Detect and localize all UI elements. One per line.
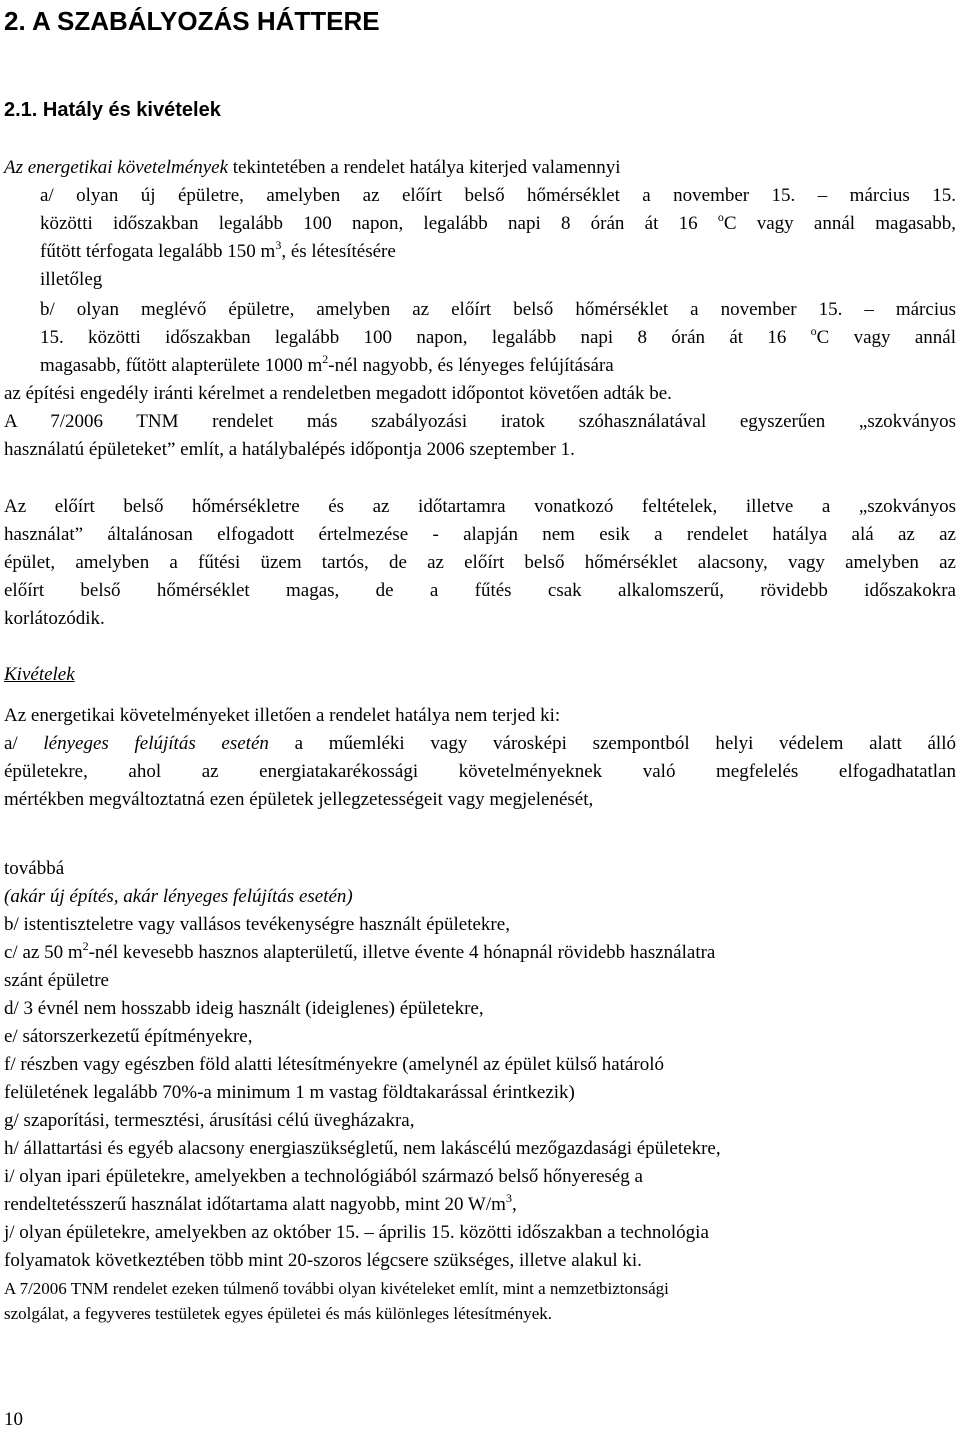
item-a-line-2: közötti időszakban legalább 100 napon, legalább napi 8 órán át 16 $^o$C vagy annál magasabb, [40, 210, 956, 234]
exception-e: e/ sátorszerkezetű építményekre, [4, 1026, 253, 1047]
exception-a-line-3: mértékben megváltoztatná ezen épületek jellegzetességeit vagy megjelenését, [4, 789, 594, 810]
item-b-line-1: b/ olyan meglévő épületre, amelyben az előírt belső hőmérséklet a november 15. – március [40, 299, 956, 320]
exception-a-line-2: épületekre, ahol az energiatakarékossági követelményeknek való megfelelés elfogadhatatlan [4, 761, 956, 782]
item-b-line-3: magasabb, fűtött alapterülete 1000 $m^2$-nél nagyobb, és lényeges felújítására [40, 352, 614, 376]
final-note-line-2: szolgálat, a fegyveres testületek egyes épületei és más különleges létesítmények. [4, 1304, 553, 1323]
tovabba-line: továbbá [4, 858, 65, 879]
akar-note: (akár új építés, akár lényeges felújítás esetén) [4, 886, 353, 907]
tnm-para-line-2: használatú épületeket” említ, a hatálybalépés időpontja 2006 szeptember 1. [4, 439, 575, 460]
intro-rest: tekintetében a rendelet hatálya kiterjed valamennyi [228, 157, 621, 178]
subsection-heading: 2.1. Hatály és kivételek [4, 99, 221, 121]
section-heading: 2. A SZABÁLYOZÁS HÁTTERE [4, 6, 380, 36]
permit-line: az építési engedély iránti kérelmet a rendeletben megadott időpontot követően adták be. [4, 383, 672, 404]
exception-f-line-2: felületének legalább 70%-a minimum 1 m vastag földtakarással érintkezik) [4, 1082, 575, 1103]
exception-j-line-1: j/ olyan épületekre, amelyekben az október 15. – április 15. közötti időszakban a technológia [4, 1222, 709, 1243]
exception-c-line-2: szánt épületre [4, 970, 109, 991]
item-a-line-3: fűtött térfogata legalább 150 $m^3$, és létesítésére [40, 238, 396, 262]
illetoleg-line: illetőleg [40, 269, 103, 290]
exception-i-line-1: i/ olyan ipari épületekre, amelyekben a technológiából származó belső hőnyereség a [4, 1166, 643, 1187]
exception-d: d/ 3 évnél nem hosszabb ideig használt (ideiglenes) épületekre, [4, 998, 484, 1019]
exception-b: b/ istentiszteletre vagy vallásos tevékenységre használt épületekre, [4, 914, 510, 935]
exception-f-line-1: f/ részben vagy egészben föld alatti létesítményekre (amelynél az épület külső határoló [4, 1054, 664, 1075]
exception-i-line-2: rendeltetésszerű használat időtartama alatt nagyobb, mint 20 $W/m^3$, [4, 1191, 517, 1215]
intro-italic-lead: Az energetikai követelmények [4, 157, 229, 178]
para2-line-1: Az előírt belső hőmérsékletre és az időtartamra vonatkozó feltételek, illetve a „szokványos [4, 496, 956, 517]
exceptions-title: Kivételek [4, 664, 75, 685]
para2-line-3: épület, amelyben a fűtési üzem tartós, de az előírt belső hőmérséklet alacsony, vagy amelyben az [4, 552, 956, 573]
final-note-line-1: A 7/2006 TNM rendelet ezeken túlmenő további olyan kivételeket említ, mint a nemzetbiztonsági [4, 1279, 669, 1298]
para2-line-5: korlátozódik. [4, 608, 105, 629]
intro-line [4, 156, 621, 180]
exception-g: g/ szaporítási, termesztési, árusítási célú üvegházakra, [4, 1110, 415, 1131]
page-number: 10 [4, 1409, 23, 1430]
exception-h: h/ állattartási és egyéb alacsony energiaszükségletű, nem lakáscélú mezőgazdasági épületekre, [4, 1138, 721, 1159]
tnm-para-line-1: A 7/2006 TNM rendelet más szabályozási iratok szóhasználatával egyszerűen „szokványos [4, 411, 956, 432]
para2-line-2: használat” általánosan elfogadott értelmezése - alapján nem esik a rendelet hatálya alá az az [4, 524, 956, 545]
para2-line-4: előírt belső hőmérséklet magas, de a fűtés csak alkalomszerű, rövidebb időszakokra [4, 580, 956, 601]
item-b-line-2: 15. közötti időszakban legalább 100 napon, legalább napi 8 órán át 16 $^o$C vagy annál [40, 324, 956, 348]
exception-a-line-1: a/ lényeges felújítás esetén a műemléki vagy városképi szempontból helyi védelem alatt álló [4, 733, 956, 754]
exception-c-line-1: c/ az 50 $m^2$-nél kevesebb hasznos alapterületű, illetve évente 4 hónapnál rövidebb használatra [4, 939, 716, 963]
exceptions-intro: Az energetikai követelményeket illetően a rendelet hatálya nem terjed ki: [4, 705, 561, 726]
item-a-line-1: a/ olyan új épületre, amelyben az előírt belső hőmérséklet a november 15. – március 15. [40, 185, 956, 206]
exception-j-line-2: folyamatok következtében több mint 20-szoros légcsere szükséges, illetve alakul ki. [4, 1250, 642, 1271]
